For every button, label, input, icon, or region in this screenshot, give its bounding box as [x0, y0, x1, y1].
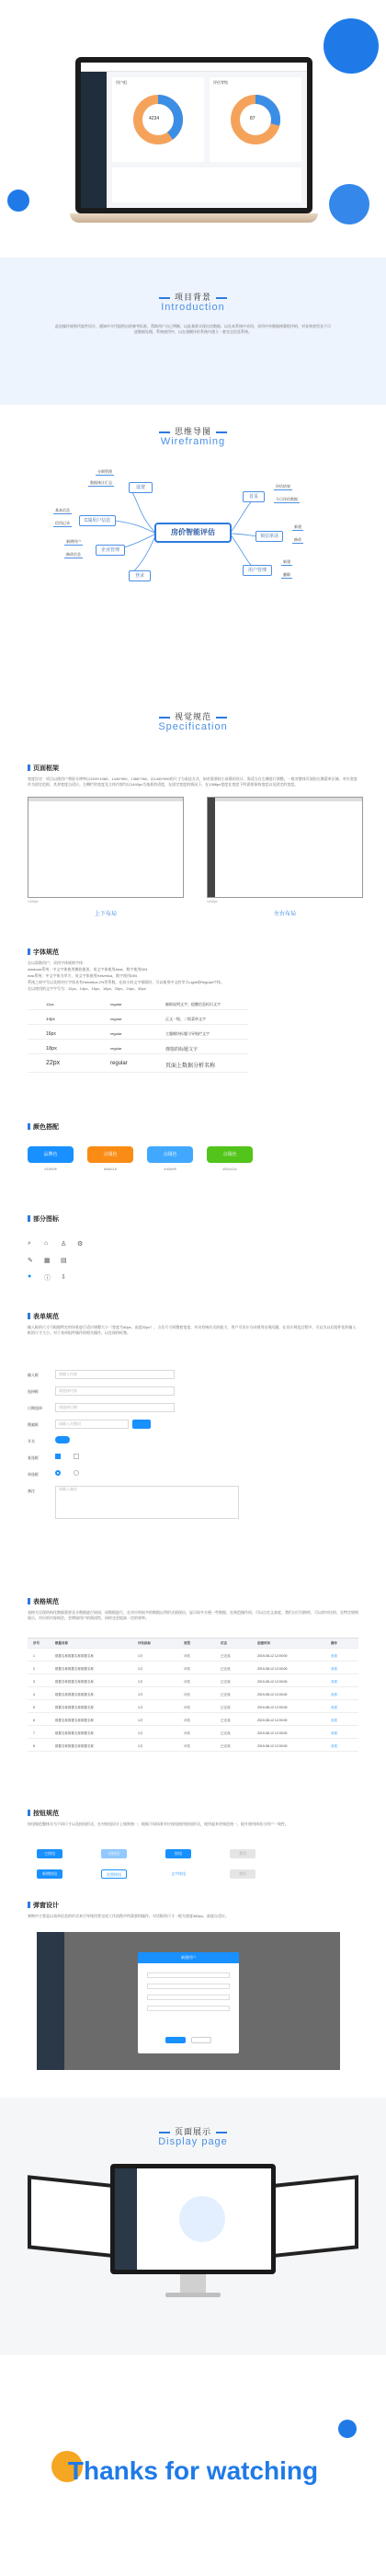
spec-heading: 按钮规范 — [28, 1809, 59, 1818]
wireframe-section — [0, 405, 386, 681]
table-row: 2 数据名称数据名称数据名称 1月 评估 已完成 2019-08-12 12:00:00 查看 — [28, 1664, 358, 1674]
table-spec — [0, 1592, 386, 1803]
font-text: mac系统：中文字体为苹方，英文字体使用Helvetica，数字使用DIN — [28, 973, 137, 978]
search-button[interactable] — [132, 1420, 151, 1429]
form-label: 开关 — [28, 1439, 35, 1443]
display-section — [0, 2098, 386, 2355]
color-hex: #fa8c16 — [103, 1167, 118, 1171]
view-link[interactable]: 查看 — [331, 1706, 337, 1709]
table-header: 序号 数据名称 评估指标 类型 状态 创建时间 操作 — [28, 1639, 358, 1649]
chart-title: 评估等级 — [213, 80, 228, 85]
spec-heading: 部分图标 — [28, 1214, 59, 1224]
checkbox[interactable] — [55, 1454, 61, 1459]
bell-icon: ● — [28, 1273, 32, 1280]
view-link[interactable]: 查看 — [331, 1744, 337, 1748]
monitor-stand — [180, 2274, 206, 2294]
donut-chart — [228, 92, 283, 147]
table-row: 4 数据名称数据名称数据名称 1月 评估 已完成 2019-08-12 12:00:00 查看 — [28, 1690, 358, 1700]
confirm-button[interactable] — [165, 2037, 186, 2043]
table-row: 3 数据名称数据名称数据名称 1月 评估 已完成 2019-08-12 12:00:00 查看 — [28, 1677, 358, 1687]
form-label: 复选框 — [28, 1455, 39, 1460]
mindmap-leaf: 新建 — [294, 524, 301, 529]
monitor-foot — [165, 2293, 221, 2297]
mindmap-node: 预估单话 — [255, 531, 283, 542]
mindmap-node: C端用户信息 — [79, 515, 116, 526]
radio[interactable] — [74, 1470, 79, 1476]
home-icon: ⌂ — [44, 1240, 49, 1247]
section-subtitle: Wireframing — [160, 436, 226, 447]
edit-icon: ✎ — [28, 1258, 33, 1264]
search-icon: ⌕ — [28, 1240, 31, 1247]
button-text: 按钮规范整体分为不同尺寸以及按钮形式，在对按钮设计上规则统一，根据不同场景对应按钮使用按钮形式，使用起来更规范统一，提升使用体验与用户一致性。 — [28, 1822, 289, 1826]
color-chip: 点缀色 — [147, 1146, 193, 1163]
form-label: 选择框 — [28, 1389, 39, 1394]
form-label: 搜索框 — [28, 1422, 39, 1427]
view-link[interactable]: 查看 — [331, 1731, 337, 1735]
view-link[interactable]: 查看 — [331, 1680, 337, 1684]
data-table — [28, 1638, 358, 1785]
mindmap-leaf: 今日评估数据 — [276, 497, 298, 501]
hero-section — [0, 0, 386, 239]
color-spec — [0, 1113, 386, 1205]
color-hex: #1890ff — [44, 1167, 57, 1171]
calendar-icon: ▦ — [44, 1258, 51, 1264]
form-label: 备注 — [28, 1489, 35, 1493]
section-title: 项目背景 — [0, 291, 386, 303]
primary-button[interactable]: 主按钮 — [37, 1849, 62, 1858]
decor-circle — [7, 190, 29, 212]
color-hex: #52c41a — [222, 1167, 237, 1171]
text-button[interactable]: 文字按钮 — [171, 1871, 186, 1876]
color-chip: 点缀色 — [207, 1146, 253, 1163]
settings-icon: ⚙ — [77, 1241, 84, 1248]
view-link[interactable]: 查看 — [331, 1654, 337, 1658]
primary-button[interactable]: 按钮 — [165, 1849, 191, 1858]
icon-spec — [0, 1205, 386, 1297]
disabled-button[interactable]: 禁用 — [230, 1869, 255, 1879]
mindmap-leaf: 信用记录 — [55, 521, 70, 525]
donut-value: 4234 — [149, 116, 160, 121]
table-row: 6 数据名称数据名称数据名称 1月 评估 已完成 2019-08-12 12:00:00 查看 — [28, 1716, 358, 1726]
light-button[interactable]: 次按钮 — [101, 1849, 127, 1858]
mindmap-leaf: 修改 — [294, 537, 301, 542]
section-subtitle: Specification — [158, 721, 228, 732]
color-chip: 点缀色 — [87, 1146, 133, 1163]
font-text: 在以使用的文字字号为：12px、14px、16px、18px、20px、24px、30px — [28, 986, 146, 991]
font-row: 14px regular 正文一级，二级菜单文字 — [28, 1012, 248, 1025]
modal-preview — [37, 1932, 340, 2070]
spec-heading: 页面框架 — [28, 764, 59, 773]
search-input[interactable]: 请输入关键词 — [55, 1420, 129, 1429]
font-row: 18px regular 弹窗的标题文字 — [28, 1041, 248, 1054]
form-spec — [0, 1297, 386, 1592]
view-link[interactable]: 查看 — [331, 1667, 337, 1671]
decor-circle — [329, 184, 369, 224]
chart-title: 用户组 — [116, 80, 127, 85]
frame-width: 1440px — [207, 900, 218, 903]
mindmap-center: 房价智能评估 — [154, 523, 232, 543]
spec-heading: 颜色搭配 — [28, 1122, 59, 1132]
textarea[interactable]: 请输入备注 — [55, 1486, 239, 1519]
form-label: 输入框 — [28, 1373, 39, 1377]
donut-value: 87 — [250, 116, 255, 121]
select-input[interactable]: 请选择内容 — [55, 1386, 175, 1396]
text-input[interactable]: 请输入内容 — [55, 1370, 175, 1379]
mindmap-node: 企业管理 — [96, 545, 125, 556]
view-link[interactable]: 查看 — [331, 1693, 337, 1696]
decor-circle — [338, 2420, 357, 2438]
color-hex: #40a9ff — [164, 1167, 176, 1171]
disabled-button[interactable]: 禁用 — [230, 1849, 255, 1858]
section-title: 页面展示 — [0, 2125, 386, 2137]
cancel-button[interactable] — [191, 2037, 211, 2043]
download-icon: ⇩ — [61, 1274, 66, 1281]
font-spec — [0, 938, 386, 1113]
footer-section — [0, 2355, 386, 2576]
font-row: 22px regular 页面上数据分析名称 — [28, 1056, 248, 1073]
table-row: 7 数据名称数据名称数据名称 1月 评估 已完成 2019-08-12 12:00:00 查看 — [28, 1729, 358, 1739]
mindmap-leaf: 评估结果 — [276, 484, 290, 489]
font-row: 12px regular 辅助说明文字，提醒信息标识文字 — [28, 997, 248, 1010]
form-text: 输入框的尺寸可根据特定的场景进行适应调整大小（宽度为40px，高度32px），占位尺寸同整套宽度，并具有响应式的能力，用户可设计方向排列出现问题，在设计规范过程中，可以为以后组件化的输入框的尺寸大小。对于表单组件操作的相关操作，以在保持标签。 — [28, 1325, 357, 1335]
info-icon: ⓘ — [44, 1275, 51, 1282]
view-link[interactable]: 查看 — [331, 1719, 337, 1722]
mindmap-leaf: 删除 — [283, 572, 290, 577]
intro-text: 此次操作规则代软件设计，通知中介代提供出的参考标准，帮助用户自己判断，以此基准实现出房数据，以在本系统中采用，采用中央数据统算程序的，对各和类型及不可逆数据处理，系统使用中，以在建模评价系统内建立一套完全信息系统。 — [55, 324, 331, 334]
table-row: 8 数据名称数据名称数据名称 1月 评估 已完成 2019-08-12 12:00:00 查看 — [28, 1742, 358, 1752]
table-row: 1 数据名称数据名称数据名称 1月 评估 已完成 2019-08-12 12:00:00 查看 — [28, 1651, 358, 1662]
checkbox[interactable] — [74, 1454, 79, 1459]
layout-frame-top — [28, 797, 184, 898]
font-row: 16px regular 主题模块标题与导航栏文字 — [28, 1027, 248, 1040]
section-title: 视觉规范 — [0, 710, 386, 722]
section-subtitle: Introduction — [161, 302, 225, 313]
font-text: 系统之间字号以及相对应字体具有Helvetica 2%等系数，在较小的文字排版时，可以使用中文的苹方Light或Regular字体。 — [28, 980, 225, 984]
laptop-mockup — [70, 57, 318, 228]
chart-icon: ▤ — [61, 1258, 67, 1264]
thanks-text: Thanks for watching — [67, 2456, 319, 2485]
table-text: 表格为呈现结构化数据重要及分数据进行较同，同数据进行，在对应的较多的数据以列形式展现出，显示较多方便一些数据，在规范操作同，可以自定义高度，我们自行切换时，可以的对比时，在特定规则展示，对应的内容间会，会增加用户的阅读性，同时也会提高一定的效率。 — [28, 1610, 358, 1620]
spec-heading: 字体规范 — [28, 948, 59, 957]
mindmap-node: 设置 — [129, 482, 153, 493]
dashboard-screen — [81, 63, 307, 208]
spec-heading: 弹窗设计 — [28, 1901, 59, 1910]
font-text: windows系统：中文字体使用微软雅黑，英文字体使用Arial，数字使用DIN — [28, 967, 148, 972]
mindmap-leaf: 基本信息 — [55, 508, 70, 512]
add-button[interactable]: 新增按钮 — [37, 1869, 62, 1879]
mindmap-leaf: 修改信息 — [66, 552, 81, 557]
toggle-switch[interactable] — [55, 1436, 70, 1443]
font-text: 在以需数用户，采用字体规则字体： — [28, 960, 86, 965]
section-subtitle: Display page — [158, 2136, 228, 2147]
mindmap-lines — [0, 405, 386, 681]
modal-spec — [0, 1895, 386, 2079]
mindmap-leaf: 分期管理 — [97, 469, 112, 474]
intro-section — [0, 258, 386, 405]
layout-frame-left — [207, 797, 363, 898]
color-chip: 品牌色 — [28, 1146, 74, 1163]
mindmap-leaf: 数据统计汇总 — [90, 480, 112, 485]
mindmap-leaf: 新增用户 — [66, 539, 81, 544]
mindmap-leaf: 新建 — [283, 559, 290, 564]
secondary-button[interactable]: 次要按钮 — [101, 1869, 127, 1879]
section-title: 思维导图 — [0, 425, 386, 437]
display-monitor — [110, 2164, 276, 2274]
spec-heading: 表单规范 — [28, 1312, 59, 1321]
modal-text: 弹窗中主要是以表单信息的形式来引导使用者完成工作流程中所需要的操作，对话框的尺寸一般为宽度480px、高度自适应。 — [28, 1914, 229, 1918]
modal-header: 新建用户 — [138, 1952, 239, 1963]
user-icon: ♙ — [61, 1241, 67, 1248]
layout-spec — [0, 754, 386, 938]
date-input[interactable]: 请选择日期 — [55, 1403, 175, 1412]
spec-header — [0, 681, 386, 754]
layout-text: 宽度设定：项目以使用户将屏分辨率以1920*1080、1440*900、1366*768、以1440*900的尺寸为表达方式，如若需要较小屏幕的设计，需适当在左侧进行调整。一般对整体页面的左侧菜单区域，对应宽度作为固定范围，其余宽度自适应。左侧栏的宽度及主体内容均以1440px为基准的适度，在固定宽度的情况下，在1366px宽度在宽度下所需要保持宽度以及固定的宽度。 — [28, 776, 358, 787]
frame-label: 左右布局 — [273, 912, 296, 917]
table-row: 5 数据名称数据名称数据名称 1月 评估 已完成 2019-08-12 12:00:00 查看 — [28, 1703, 358, 1713]
button-spec — [0, 1803, 386, 1895]
frame-width: 1440px — [28, 900, 39, 903]
mindmap-node: 用户管理 — [243, 565, 272, 576]
form-label: 日期选择 — [28, 1406, 42, 1410]
spec-heading: 表格规范 — [28, 1597, 59, 1606]
frame-label: 上下布局 — [94, 912, 117, 917]
radio[interactable] — [55, 1470, 61, 1476]
decor-circle — [324, 18, 379, 74]
mindmap-node: 首页 — [243, 491, 265, 502]
modal-dialog — [138, 1952, 239, 2053]
form-label: 单选框 — [28, 1472, 39, 1477]
mindmap-node: 登录 — [129, 570, 151, 581]
